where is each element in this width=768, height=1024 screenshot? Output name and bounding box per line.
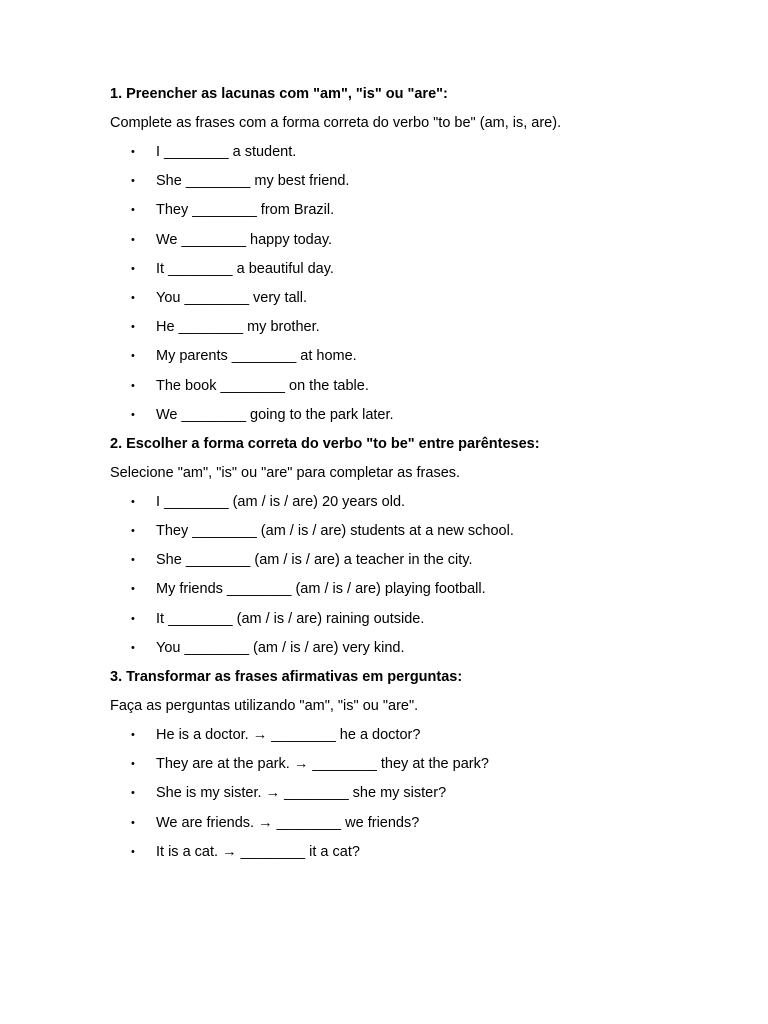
list-item [110, 200, 730, 220]
bullet-icon: • [131, 408, 135, 421]
section-2-instructions: Selecione "am", "is" ou "are" para completar as frases. [110, 464, 461, 481]
list-item [110, 813, 730, 833]
item-text: He is a doctor. → ________ he a doctor? [156, 727, 421, 743]
list-item [110, 579, 730, 599]
item-text: It ________ (am / is / are) raining outside. [156, 610, 425, 627]
section-3-list [110, 725, 730, 862]
bullet-icon: • [131, 291, 135, 304]
bullet-icon: • [131, 525, 135, 538]
item-text: She ________ my best friend. [156, 173, 350, 190]
item-text: I ________ a student. [156, 144, 297, 160]
list-item [110, 521, 730, 541]
list-item [110, 346, 730, 366]
list-item [110, 725, 730, 745]
list-item [110, 842, 730, 862]
bullet-icon: • [131, 583, 135, 596]
item-text: She is my sister. → ________ she my sister? [156, 785, 447, 802]
list-item [110, 783, 730, 803]
list-item [110, 317, 730, 337]
bullet-icon: • [131, 379, 135, 392]
section-3-instructions: Faça as perguntas utilizando "am", "is" ou "are". [110, 698, 419, 714]
bullet-icon: • [131, 204, 135, 217]
list-item [110, 259, 730, 279]
item-text: We ________ happy today. [156, 231, 333, 248]
item-text: She ________ (am / is / are) a teacher in the city. [156, 552, 473, 569]
list-item [110, 638, 730, 658]
list-item [110, 230, 730, 250]
item-text: They ________ (am / is / are) students at a new school. [156, 523, 514, 540]
section-2-heading: 2. Escolher a forma correta do verbo "to be" entre parênteses: [110, 435, 540, 452]
item-text: My parents ________ at home. [156, 348, 357, 365]
section-2-list [110, 492, 730, 658]
item-text: It ________ a beautiful day. [156, 260, 334, 277]
bullet-icon: • [131, 146, 135, 158]
list-item [110, 550, 730, 570]
list-item [110, 609, 730, 629]
section-1-instructions: Complete as frases com a forma correta do verbo "to be" (am, is, are). [110, 115, 562, 131]
bullet-icon: • [131, 845, 135, 858]
item-text: You ________ (am / is / are) very kind. [156, 639, 405, 656]
list-item [110, 288, 730, 308]
bullet-icon: • [131, 816, 135, 829]
bullet-icon: • [131, 321, 135, 334]
item-text: He ________ my brother. [156, 319, 320, 336]
item-text: It is a cat. → ________ it a cat? [156, 843, 360, 860]
bullet-icon: • [131, 641, 135, 654]
list-item [110, 171, 730, 191]
bullet-icon: • [131, 175, 135, 188]
section-1-heading: 1. Preencher as lacunas com "am", "is" ou "are": [110, 86, 448, 102]
list-item [110, 405, 730, 425]
item-text: We are friends. → ________ we friends? [156, 814, 420, 831]
bullet-icon: • [131, 729, 135, 741]
bullet-icon: • [131, 350, 135, 363]
bullet-icon: • [131, 787, 135, 800]
list-item [110, 754, 730, 774]
section-1-list [110, 142, 730, 425]
item-text: They are at the park. → ________ they at the park? [156, 756, 489, 773]
bullet-icon: • [131, 233, 135, 246]
list-item [110, 376, 730, 396]
item-text: They ________ from Brazil. [156, 202, 335, 219]
item-text: We ________ going to the park later. [156, 406, 394, 423]
item-text: My friends ________ (am / is / are) playing football. [156, 581, 486, 598]
bullet-icon: • [131, 612, 135, 625]
item-text: I ________ (am / is / are) 20 years old. [156, 493, 406, 510]
bullet-icon: • [131, 495, 135, 508]
worksheet [110, 84, 730, 871]
list-item [110, 492, 730, 512]
bullet-icon: • [131, 554, 135, 567]
section-3-heading: 3. Transformar as frases afirmativas em perguntas: [110, 669, 463, 685]
item-text: The book ________ on the table. [156, 377, 369, 394]
bullet-icon: • [131, 262, 135, 275]
list-item [110, 142, 730, 162]
item-text: You ________ very tall. [156, 289, 308, 306]
bullet-icon: • [131, 758, 135, 771]
